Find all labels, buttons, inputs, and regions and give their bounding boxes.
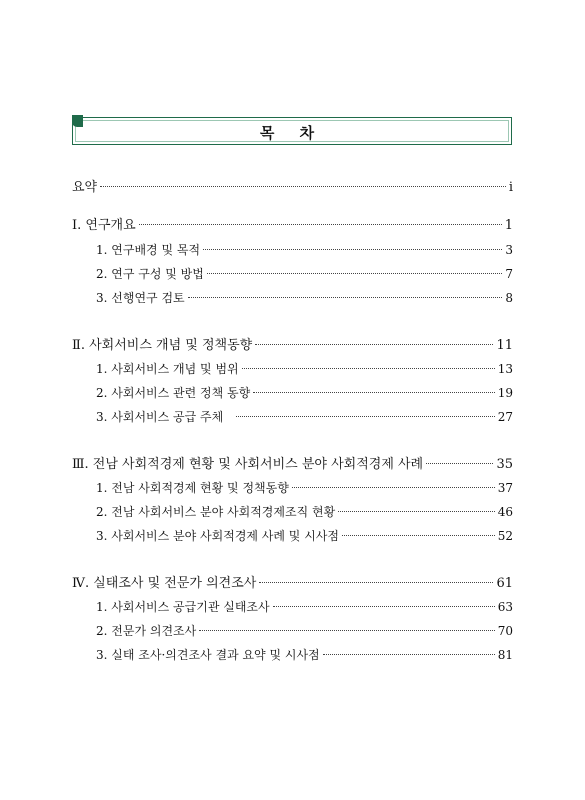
dot-leader xyxy=(426,463,493,464)
toc-entry-label: 1. 사회서비스 개념 및 범위 xyxy=(96,362,239,376)
dot-leader xyxy=(188,297,503,298)
toc-entry-label: Ⅰ. 연구개요 xyxy=(72,218,136,233)
toc-entry-label: Ⅱ. 사회서비스 개념 및 정책동향 xyxy=(72,338,253,353)
dot-leader xyxy=(253,392,494,393)
toc-entry-label: 3. 선행연구 검토 xyxy=(96,291,185,305)
toc-entry[interactable] xyxy=(96,598,513,616)
dot-leader xyxy=(259,582,493,583)
dot-leader xyxy=(323,654,495,655)
toc-entry-label: 2. 사회서비스 관련 정책 동향 xyxy=(96,386,251,400)
toc-entry[interactable] xyxy=(96,503,513,521)
toc-entry[interactable] xyxy=(96,646,513,664)
toc-entry-page: 63 xyxy=(497,600,513,614)
toc-entry[interactable] xyxy=(96,527,513,545)
toc-entry[interactable] xyxy=(72,453,513,471)
toc-entry-page: 52 xyxy=(497,529,513,543)
toc-entry-label: 3. 실태 조사·의견조사 결과 요약 및 시사점 xyxy=(96,648,320,662)
toc-title-box xyxy=(72,117,512,145)
dot-leader xyxy=(242,368,495,369)
toc-entry[interactable] xyxy=(96,384,513,402)
toc-entry[interactable] xyxy=(96,622,513,640)
toc-entry-page: 81 xyxy=(497,648,513,662)
toc-entry-label: 1. 연구배경 및 목적 xyxy=(96,243,201,257)
toc-entry[interactable] xyxy=(72,176,513,194)
toc-entry[interactable] xyxy=(96,360,513,378)
toc-entry-page: 19 xyxy=(497,386,513,400)
toc-entry[interactable] xyxy=(96,408,513,426)
toc-title: 목 차 xyxy=(259,124,325,142)
toc-entry-label: Ⅲ. 전남 사회적경제 현황 및 사회서비스 분야 사회적경제 사례 xyxy=(72,457,424,472)
toc-entry[interactable] xyxy=(96,241,513,259)
toc-entry-page: 46 xyxy=(497,505,513,519)
toc-entry-page: 1 xyxy=(504,218,513,233)
toc-entry-label: 3. 사회서비스 공급 주체 xyxy=(96,410,224,424)
toc-entry-page: 8 xyxy=(505,291,513,305)
toc-entry-page: 3 xyxy=(505,243,513,257)
dot-leader xyxy=(292,487,495,488)
toc-entry-label: 2. 전문가 의견조사 xyxy=(96,624,197,638)
toc-entry[interactable] xyxy=(96,289,513,307)
dot-leader xyxy=(203,249,502,250)
toc-entry-page: 7 xyxy=(505,267,513,281)
toc-entry-page: i xyxy=(508,180,513,195)
dot-leader xyxy=(139,224,502,225)
toc-entry[interactable] xyxy=(96,479,513,497)
dot-leader xyxy=(342,535,495,536)
dot-leader xyxy=(255,344,493,345)
toc-entry-label: 1. 사회서비스 공급기관 실태조사 xyxy=(96,600,270,614)
toc-entry-label: Ⅳ. 실태조사 및 전문가 의견조사 xyxy=(72,576,257,591)
dot-leader xyxy=(100,186,506,187)
toc-entry-page: 13 xyxy=(497,362,513,376)
toc-entry-page: 37 xyxy=(497,481,513,495)
toc-entry-label: 2. 연구 구성 및 방법 xyxy=(96,267,204,281)
dot-leader xyxy=(338,511,495,512)
dot-leader xyxy=(236,416,494,417)
dot-leader xyxy=(207,273,503,274)
toc-entry-page: 11 xyxy=(496,338,513,353)
toc-entry[interactable] xyxy=(72,572,513,590)
toc-entry[interactable] xyxy=(72,334,513,352)
toc-entry[interactable] xyxy=(72,214,513,232)
toc-entry-label: 2. 전남 사회서비스 분야 사회적경제조직 현황 xyxy=(96,505,336,519)
toc-entry[interactable] xyxy=(96,265,513,283)
title-accent-marker xyxy=(72,115,83,127)
toc-entry-page: 61 xyxy=(496,576,513,591)
toc-entry-page: 70 xyxy=(497,624,513,638)
dot-leader xyxy=(273,606,495,607)
toc-entry-label: 1. 전남 사회적경제 현황 및 정책동향 xyxy=(96,481,289,495)
toc-entry-page: 27 xyxy=(497,410,513,424)
toc-entry-label: 3. 사회서비스 분야 사회적경제 사례 및 시사점 xyxy=(96,529,339,543)
toc-entry-label: 요약 xyxy=(72,180,98,195)
toc-entry-page: 35 xyxy=(496,457,513,472)
dot-leader xyxy=(199,630,494,631)
